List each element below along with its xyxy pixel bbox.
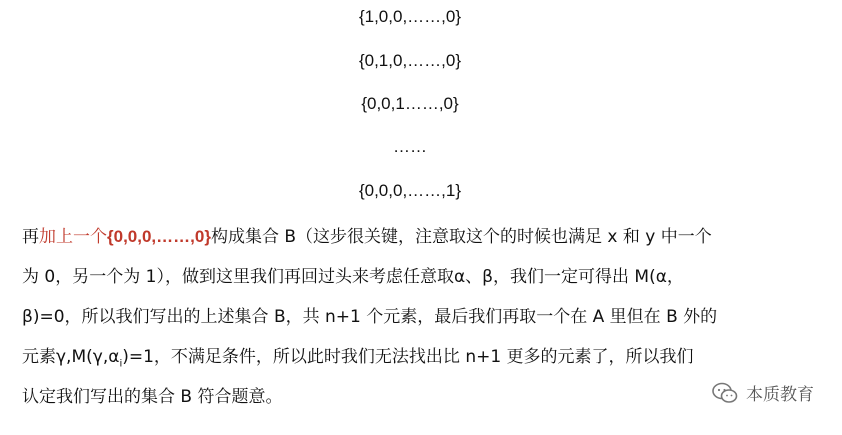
text-segment: 构成集合 B（这步很关键，注意取这个的时候也满足 x 和 y 中一个	[210, 227, 712, 247]
set-line-ellipsis: ……	[393, 137, 427, 156]
subscript: i	[119, 358, 123, 370]
set-line-last: {0,0,0,……,1}	[358, 181, 462, 200]
explanation-paragraph	[22, 217, 822, 417]
set-line-1: {1,0,0,……,0}	[358, 7, 462, 26]
set-line-2: {0,1,0,……,0}	[358, 51, 462, 70]
text-segment: 再	[22, 227, 39, 247]
paragraph-line-2: 为 0，另一个为 1），做到这里我们再回过头来考虑任意取α、β，我们一定可得出 M(α，	[22, 267, 684, 287]
highlight-set: {0,0,0,……,0}	[107, 227, 211, 246]
text-segment: 元素γ,M(γ,α	[22, 347, 120, 367]
watermark-text: 本质教育	[746, 385, 814, 405]
paragraph-line-3: β)=0，所以我们写出的上述集合 B，共 n+1 个元素，最后我们再取一个在 A 里但在 B 外的	[22, 307, 718, 327]
set-line-3: {0,0,1……,0}	[361, 94, 459, 113]
text-segment: )=1，不满足条件，所以此时我们无法找出比 n+1 更多的元素了，所以我们	[122, 347, 694, 367]
paragraph-line-4	[22, 337, 822, 377]
paragraph-line-1	[22, 217, 822, 257]
wechat-icon	[712, 382, 738, 404]
highlight-text: 加上一个	[39, 227, 107, 247]
watermark	[712, 380, 814, 405]
paragraph-line-5: 认定我们写出的集合 B 符合题意。	[22, 387, 283, 407]
